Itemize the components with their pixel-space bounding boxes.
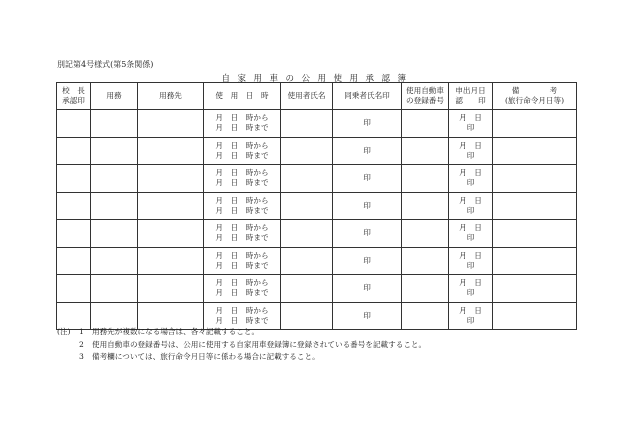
destination-cell[interactable] (138, 247, 204, 275)
destination-cell[interactable] (138, 192, 204, 220)
approval-register-table (56, 82, 577, 330)
usage-datetime-cell[interactable] (204, 192, 281, 220)
vehicle-registration-cell[interactable] (402, 137, 449, 165)
note-lead (57, 351, 79, 364)
principal-seal-cell[interactable] (57, 247, 91, 275)
principal-seal-cell[interactable] (57, 110, 91, 138)
destination-cell[interactable] (138, 275, 204, 303)
application-date-cell[interactable] (449, 165, 493, 193)
usage-datetime-cell[interactable] (204, 137, 281, 165)
companion-seal-cell[interactable]: 印 (333, 110, 402, 138)
datetime-to: 月 日 時まで (215, 288, 269, 298)
month-day-label: 月 日 (459, 250, 482, 260)
approval-seal-label: 印 (466, 288, 475, 298)
application-date-cell[interactable] (449, 192, 493, 220)
datetime-from: 月 日 時から (215, 168, 269, 178)
remarks-cell[interactable] (493, 192, 577, 220)
application-date-cell[interactable] (449, 302, 493, 330)
remarks-cell[interactable] (493, 220, 577, 248)
datetime-from: 月 日 時から (215, 278, 269, 288)
destination-cell[interactable] (138, 220, 204, 248)
business-cell[interactable] (91, 247, 138, 275)
register-row (57, 192, 577, 220)
user-name-cell[interactable] (281, 192, 333, 220)
approval-seal-label: 印 (466, 150, 475, 160)
header-principal-seal: 校 長 承認印 (57, 83, 91, 110)
destination-cell[interactable] (138, 137, 204, 165)
approval-seal-label: 印 (466, 260, 475, 270)
note-number: 3 (79, 352, 84, 361)
datetime-to: 月 日 時まで (215, 178, 269, 188)
datetime-to: 月 日 時まで (215, 233, 269, 243)
companion-seal-cell[interactable]: 印 (333, 137, 402, 165)
remarks-cell[interactable] (493, 137, 577, 165)
header-destination: 用務先 (138, 83, 204, 110)
business-cell[interactable] (91, 220, 138, 248)
business-cell[interactable] (91, 275, 138, 303)
business-cell[interactable] (91, 165, 138, 193)
datetime-to: 月 日 時まで (215, 315, 269, 325)
vehicle-registration-cell[interactable] (402, 110, 449, 138)
business-cell[interactable] (91, 110, 138, 138)
usage-datetime-cell[interactable] (204, 220, 281, 248)
register-row (57, 110, 577, 138)
approval-seal-label: 印 (466, 123, 475, 133)
header-usage-datetime: 使 用 日 時 (204, 83, 281, 110)
header-remarks: 備 考 (旅行命令月日等) (493, 83, 577, 110)
destination-cell[interactable] (138, 165, 204, 193)
user-name-cell[interactable] (281, 110, 333, 138)
remarks-cell[interactable] (493, 247, 577, 275)
companion-seal-cell[interactable]: 印 (333, 302, 402, 330)
user-name-cell[interactable] (281, 220, 333, 248)
note-item (57, 339, 426, 352)
vehicle-registration-cell[interactable] (402, 192, 449, 220)
datetime-from: 月 日 時から (215, 140, 269, 150)
datetime-to: 月 日 時まで (215, 205, 269, 215)
month-day-label: 月 日 (459, 195, 482, 205)
approval-seal-label: 印 (466, 233, 475, 243)
form-number: 別記第4号様式(第5条関係) (57, 60, 154, 69)
user-name-cell[interactable] (281, 137, 333, 165)
datetime-to: 月 日 時まで (215, 150, 269, 160)
principal-seal-cell[interactable] (57, 192, 91, 220)
datetime-from: 月 日 時から (215, 195, 269, 205)
header-row (57, 83, 577, 110)
header-vehicle-registration: 使用自動車 の登録番号 (402, 83, 449, 110)
approval-seal-label: 印 (466, 178, 475, 188)
note-number: 2 (79, 339, 84, 349)
application-date-cell[interactable] (449, 220, 493, 248)
vehicle-registration-cell[interactable] (402, 220, 449, 248)
document-title: 自 家 用 車 の 公 用 使 用 承 認 簿 (221, 74, 409, 84)
datetime-from: 月 日 時から (215, 305, 269, 315)
usage-datetime-cell[interactable] (204, 165, 281, 193)
vehicle-registration-cell[interactable] (402, 275, 449, 303)
register-row (57, 247, 577, 275)
approval-seal-label: 印 (466, 315, 475, 325)
register-row (57, 137, 577, 165)
remarks-cell[interactable] (493, 302, 577, 330)
register-row (57, 220, 577, 248)
principal-seal-cell[interactable] (57, 275, 91, 303)
datetime-from: 月 日 時から (215, 113, 269, 123)
usage-datetime-cell[interactable] (204, 247, 281, 275)
datetime-to: 月 日 時まで (215, 123, 269, 133)
business-cell[interactable] (91, 137, 138, 165)
companion-seal-cell[interactable]: 印 (333, 192, 402, 220)
register-row (57, 275, 577, 303)
note-text: 使用自動車の登録番号は、公用に使用する自家用車登録簿に登録されている番号を記載すること。 (92, 339, 427, 349)
datetime-from: 月 日 時から (215, 223, 269, 233)
header-business: 用務 (91, 83, 138, 110)
companion-seal-cell[interactable]: 印 (333, 247, 402, 275)
note-number: 1 (79, 327, 84, 336)
companion-seal-cell[interactable]: 印 (333, 275, 402, 303)
vehicle-registration-cell[interactable] (402, 165, 449, 193)
application-date-cell[interactable] (449, 110, 493, 138)
vehicle-registration-cell[interactable] (402, 247, 449, 275)
month-day-label: 月 日 (459, 113, 482, 123)
destination-cell[interactable] (138, 110, 204, 138)
month-day-label: 月 日 (459, 168, 482, 178)
companion-seal-cell[interactable]: 印 (333, 220, 402, 248)
business-cell[interactable] (91, 192, 138, 220)
remarks-cell[interactable] (493, 275, 577, 303)
usage-datetime-cell[interactable] (204, 275, 281, 303)
note-lead (57, 339, 79, 352)
register-row (57, 165, 577, 193)
principal-seal-cell[interactable] (57, 137, 91, 165)
remarks-cell[interactable] (493, 110, 577, 138)
user-name-cell[interactable] (281, 247, 333, 275)
usage-datetime-cell[interactable] (204, 110, 281, 138)
user-name-cell[interactable] (281, 165, 333, 193)
month-day-label: 月 日 (459, 223, 482, 233)
note-text: 用務先が複数になる場合は、各々記載すること。 (92, 327, 260, 336)
application-date-cell[interactable] (449, 247, 493, 275)
header-application-date: 申出月日 認 印 (449, 83, 493, 110)
companion-seal-cell[interactable]: 印 (333, 165, 402, 193)
datetime-to: 月 日 時まで (215, 260, 269, 270)
note-item (57, 326, 426, 339)
user-name-cell[interactable] (281, 275, 333, 303)
application-date-cell[interactable] (449, 137, 493, 165)
principal-seal-cell[interactable] (57, 220, 91, 248)
note-item (57, 351, 426, 364)
note-text: 備考欄については、旅行命令月日等に係わる場合に記載すること。 (92, 352, 320, 361)
month-day-label: 月 日 (459, 140, 482, 150)
notes-section (57, 326, 426, 364)
approval-seal-label: 印 (466, 205, 475, 215)
header-user-name: 使用者氏名 (281, 83, 333, 110)
header-companion: 同乗者氏名印 (333, 83, 402, 110)
note-lead: (注) (57, 327, 71, 336)
datetime-from: 月 日 時から (215, 250, 269, 260)
month-day-label: 月 日 (459, 278, 482, 288)
month-day-label: 月 日 (459, 305, 482, 315)
remarks-cell[interactable] (493, 165, 577, 193)
principal-seal-cell[interactable] (57, 165, 91, 193)
application-date-cell[interactable] (449, 275, 493, 303)
